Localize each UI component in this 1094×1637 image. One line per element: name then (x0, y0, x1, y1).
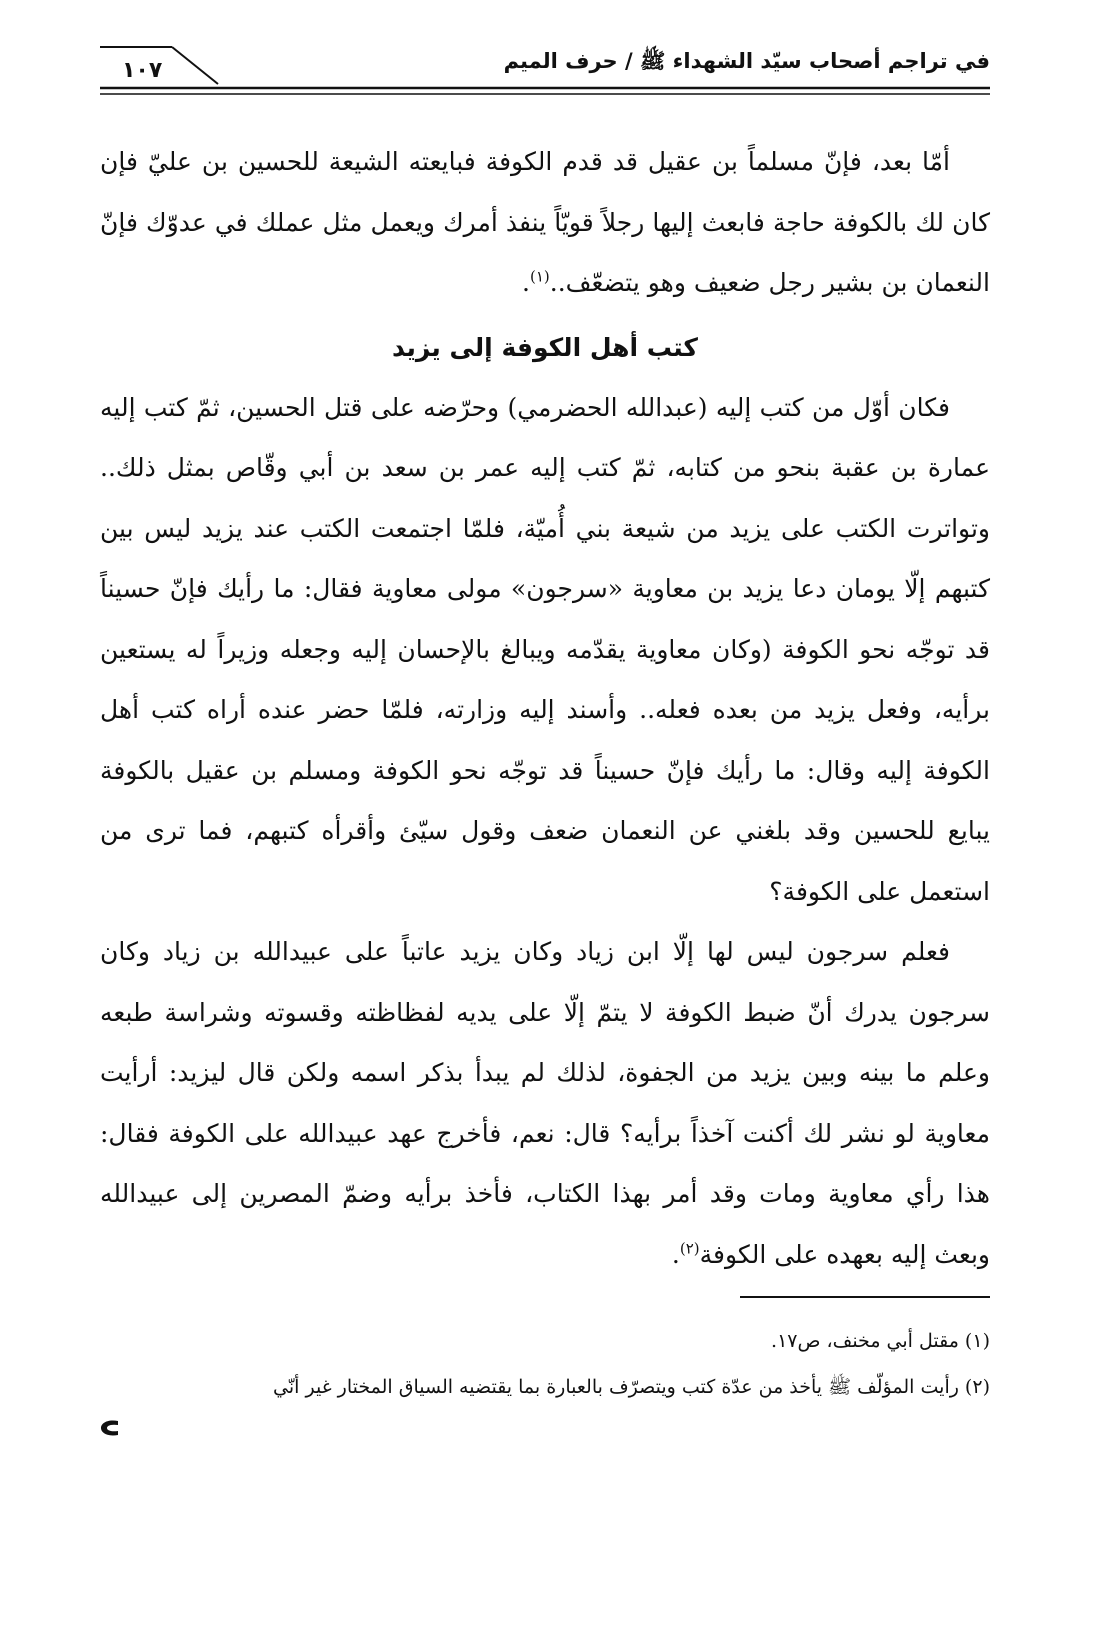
main-text (100, 132, 990, 1285)
footnote-2: (٢) رأيت المؤلّف ﷺ يأخذ من عدّة كتب ويتصرّف بالعبارة بما يقتضيه السياق المختار غير أنّي (273, 1376, 990, 1398)
paragraph-2: فكان أوّل من كتب إليه (عبدالله الحضرمي) وحرّضه على قتل الحسين، ثمّ كتب إليه عمارة بن عقبة بنحو من كتابه، ثمّ كتب إليه عمر بن سعد بن أبي وقّاص بمثل ذلك.. وتواترت الكتب على يزيد من شيعة بني أُميّة، فلمّا اجتمعت الكتب عند يزيد ليس بين كتبهم إلّا يومان دعا يزيد بن معاوية «سرجون» مولى معاوية فقال: ما رأيك فإنّ حسيناً قد توجّه نحو الكوفة (وكان معاوية يقدّمه ويبالغ بالإحسان إليه وجعله وزيراً له يستعين برأيه، وفعل يزيد من بعده فعله.. وأسند إليه وزارته، فلمّا حضر عنده أراه كتب أهل الكوفة إليه وقال: ما رأيك فإنّ حسيناً قد توجّه نحو الكوفة ومسلم بن عقيل بالكوفة يبايع للحسين وقد بلغني عن النعمان ضعف وقول سيّئ وأقرأه كتبهم، فما ترى من استعمل على الكوفة؟ (100, 392, 990, 906)
intro-paragraph-end: . (522, 268, 530, 297)
intro-paragraph (100, 132, 990, 314)
page-number: ١٠٧ (122, 58, 163, 83)
paragraph-3-end: . (671, 1239, 680, 1269)
paragraph-3-text: فعلم سرجون ليس لها إلّا ابن زياد وكان يزيد عاتباً على عبيدالله بن زياد وكان سرجون يدرك أنّ ضبط الكوفة لا يتمّ إلّا على يديه لفظاظته وقسوته وشراسة طبعه وعلم ما بينه وبين يزيد من الجفوة، لذلك لم يبدأ بذكر اسمه ولكن قال ليزيد: أرأيت معاوية لو نشر لك أكنت آخذاً برأيه؟ قال: نعم، فأخرج عهد عبيدالله على الكوفة فقال: هذا رأي معاوية ومات وقد أمر بهذا الكتاب، فأخذ برأيه وضمّ المصرين إلى عبيدالله وبعث إليه بعهده على الكوفة (100, 937, 990, 1269)
running-header-title: في تراجم أصحاب سيّد الشهداء ﷺ / حرف الميم (503, 49, 990, 73)
continuation-arrow-icon (98, 1418, 122, 1438)
intro-paragraph-text: أمّا بعد، فإنّ مسلماً بن عقيل قد قدم الكوفة فبايعته الشيعة للحسين بن عليّ فإن كان لك بالكوفة حاجة فابعث إليها رجلاً قويّاً ينفذ أمرك ويعمل مثل عملك في عدوّك فإنّ النعمان بن بشير رجل ضعيف وهو يتضعّف.. (100, 147, 990, 297)
running-header (100, 38, 990, 108)
section-heading: كتب أهل الكوفة إلى يزيد (392, 332, 698, 362)
footnote-separator (740, 1296, 990, 1298)
paragraph-3 (100, 922, 990, 1285)
footnotes (100, 1318, 990, 1410)
footnote-ref-2[interactable]: (٢) (679, 1239, 700, 1258)
footnote-1: (١) مقتل أبي مخنف، ص١٧. (771, 1330, 990, 1352)
footnote-ref-1[interactable]: (١) (529, 267, 550, 286)
